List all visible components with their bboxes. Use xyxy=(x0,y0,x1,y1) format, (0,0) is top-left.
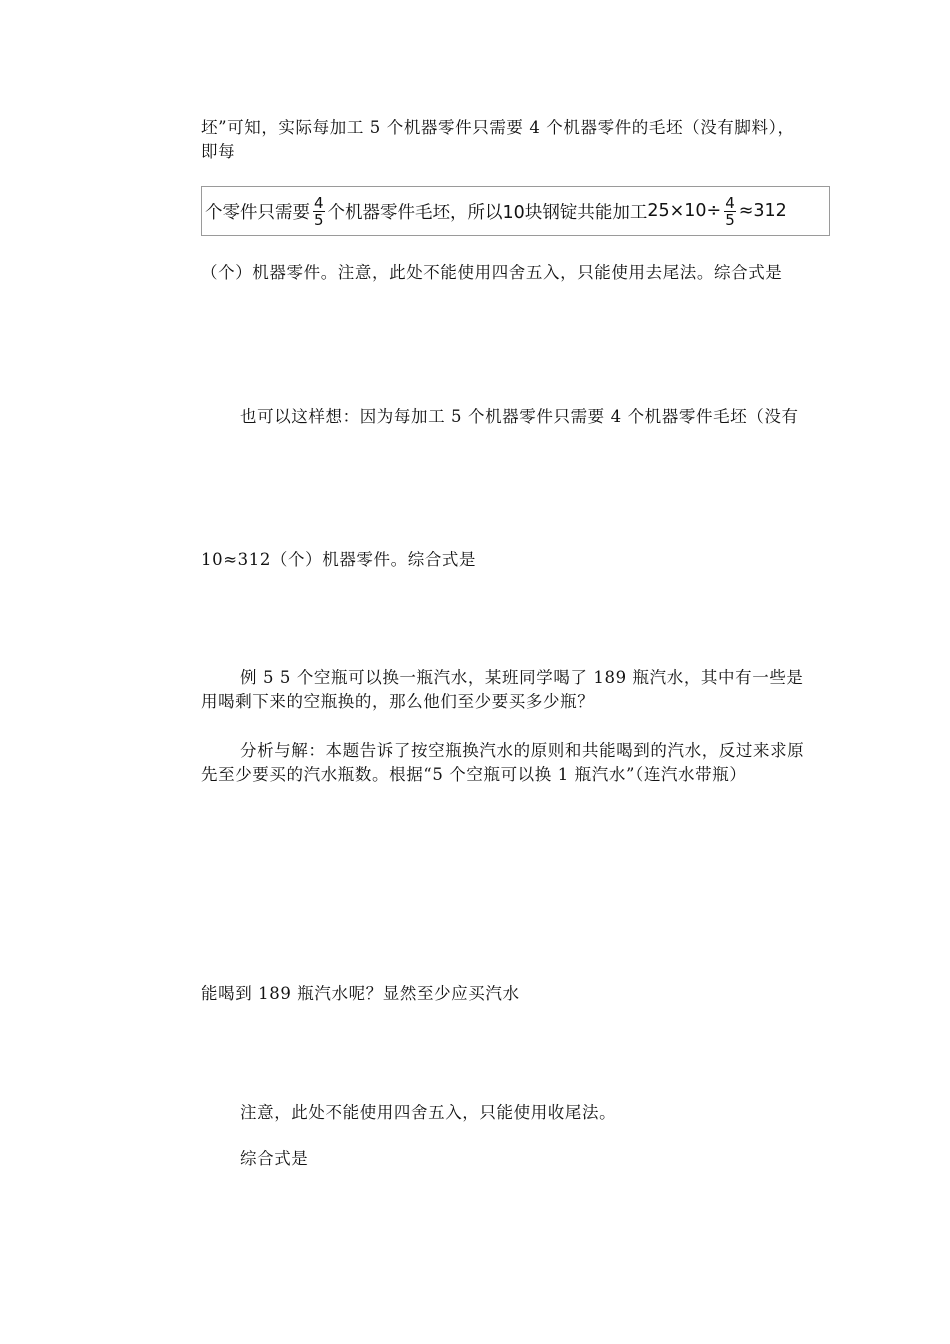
fraction-2-denominator: 5 xyxy=(725,210,735,229)
paragraph-1: 坯”可知，实际每加工 5 个机器零件只需要 4 个机器零件的毛坯（没有脚料），即每 xyxy=(201,118,795,161)
paragraph-6: 分析与解：本题告诉了按空瓶换汽水的原则和共能喝到的汽水，反过来求原先至少要买的汽水瓶数。根据“5 个空瓶可以换 1 瓶汽水”（连汽水带瓶） xyxy=(201,741,805,784)
paragraph-3: 也可以这样想：因为每加工 5 个机器零件只需要 4 个机器零件毛坯（没有 xyxy=(240,407,799,426)
formula-image xyxy=(201,186,830,236)
paragraph-5: 例 5 5 个空瓶可以换一瓶汽水，某班同学喝了 189 瓶汽水，其中有一些是用喝剩下来的空瓶换的，那么他们至少要买多少瓶？ xyxy=(201,668,804,711)
formula-text-1: 个零件只需要 xyxy=(205,202,310,223)
fraction-1-numerator: 4 xyxy=(314,193,324,212)
paragraph-2: （个）机器零件。注意，此处不能使用四舍五入，只能使用去尾法。综合式是 xyxy=(201,263,783,282)
fraction-1-denominator: 5 xyxy=(314,210,324,229)
paragraph-7: 能喝到 189 瓶汽水呢？显然至少应买汽水 xyxy=(201,984,520,1003)
fraction-2 xyxy=(724,195,736,228)
formula-text-4: ≈312 xyxy=(738,201,787,221)
fraction-1 xyxy=(313,195,325,228)
paragraph-8: 注意，此处不能使用四舍五入，只能使用收尾法。 xyxy=(240,1103,617,1122)
fraction-2-numerator: 4 xyxy=(725,193,735,212)
paragraph-4: 10≈312（个）机器零件。综合式是 xyxy=(201,550,477,569)
paragraph-9: 综合式是 xyxy=(240,1149,309,1168)
formula-text-2: 个机器零件毛坯，所以10块钢锭共能加工 xyxy=(327,202,648,223)
formula-text-3: 25×10÷ xyxy=(647,201,722,221)
